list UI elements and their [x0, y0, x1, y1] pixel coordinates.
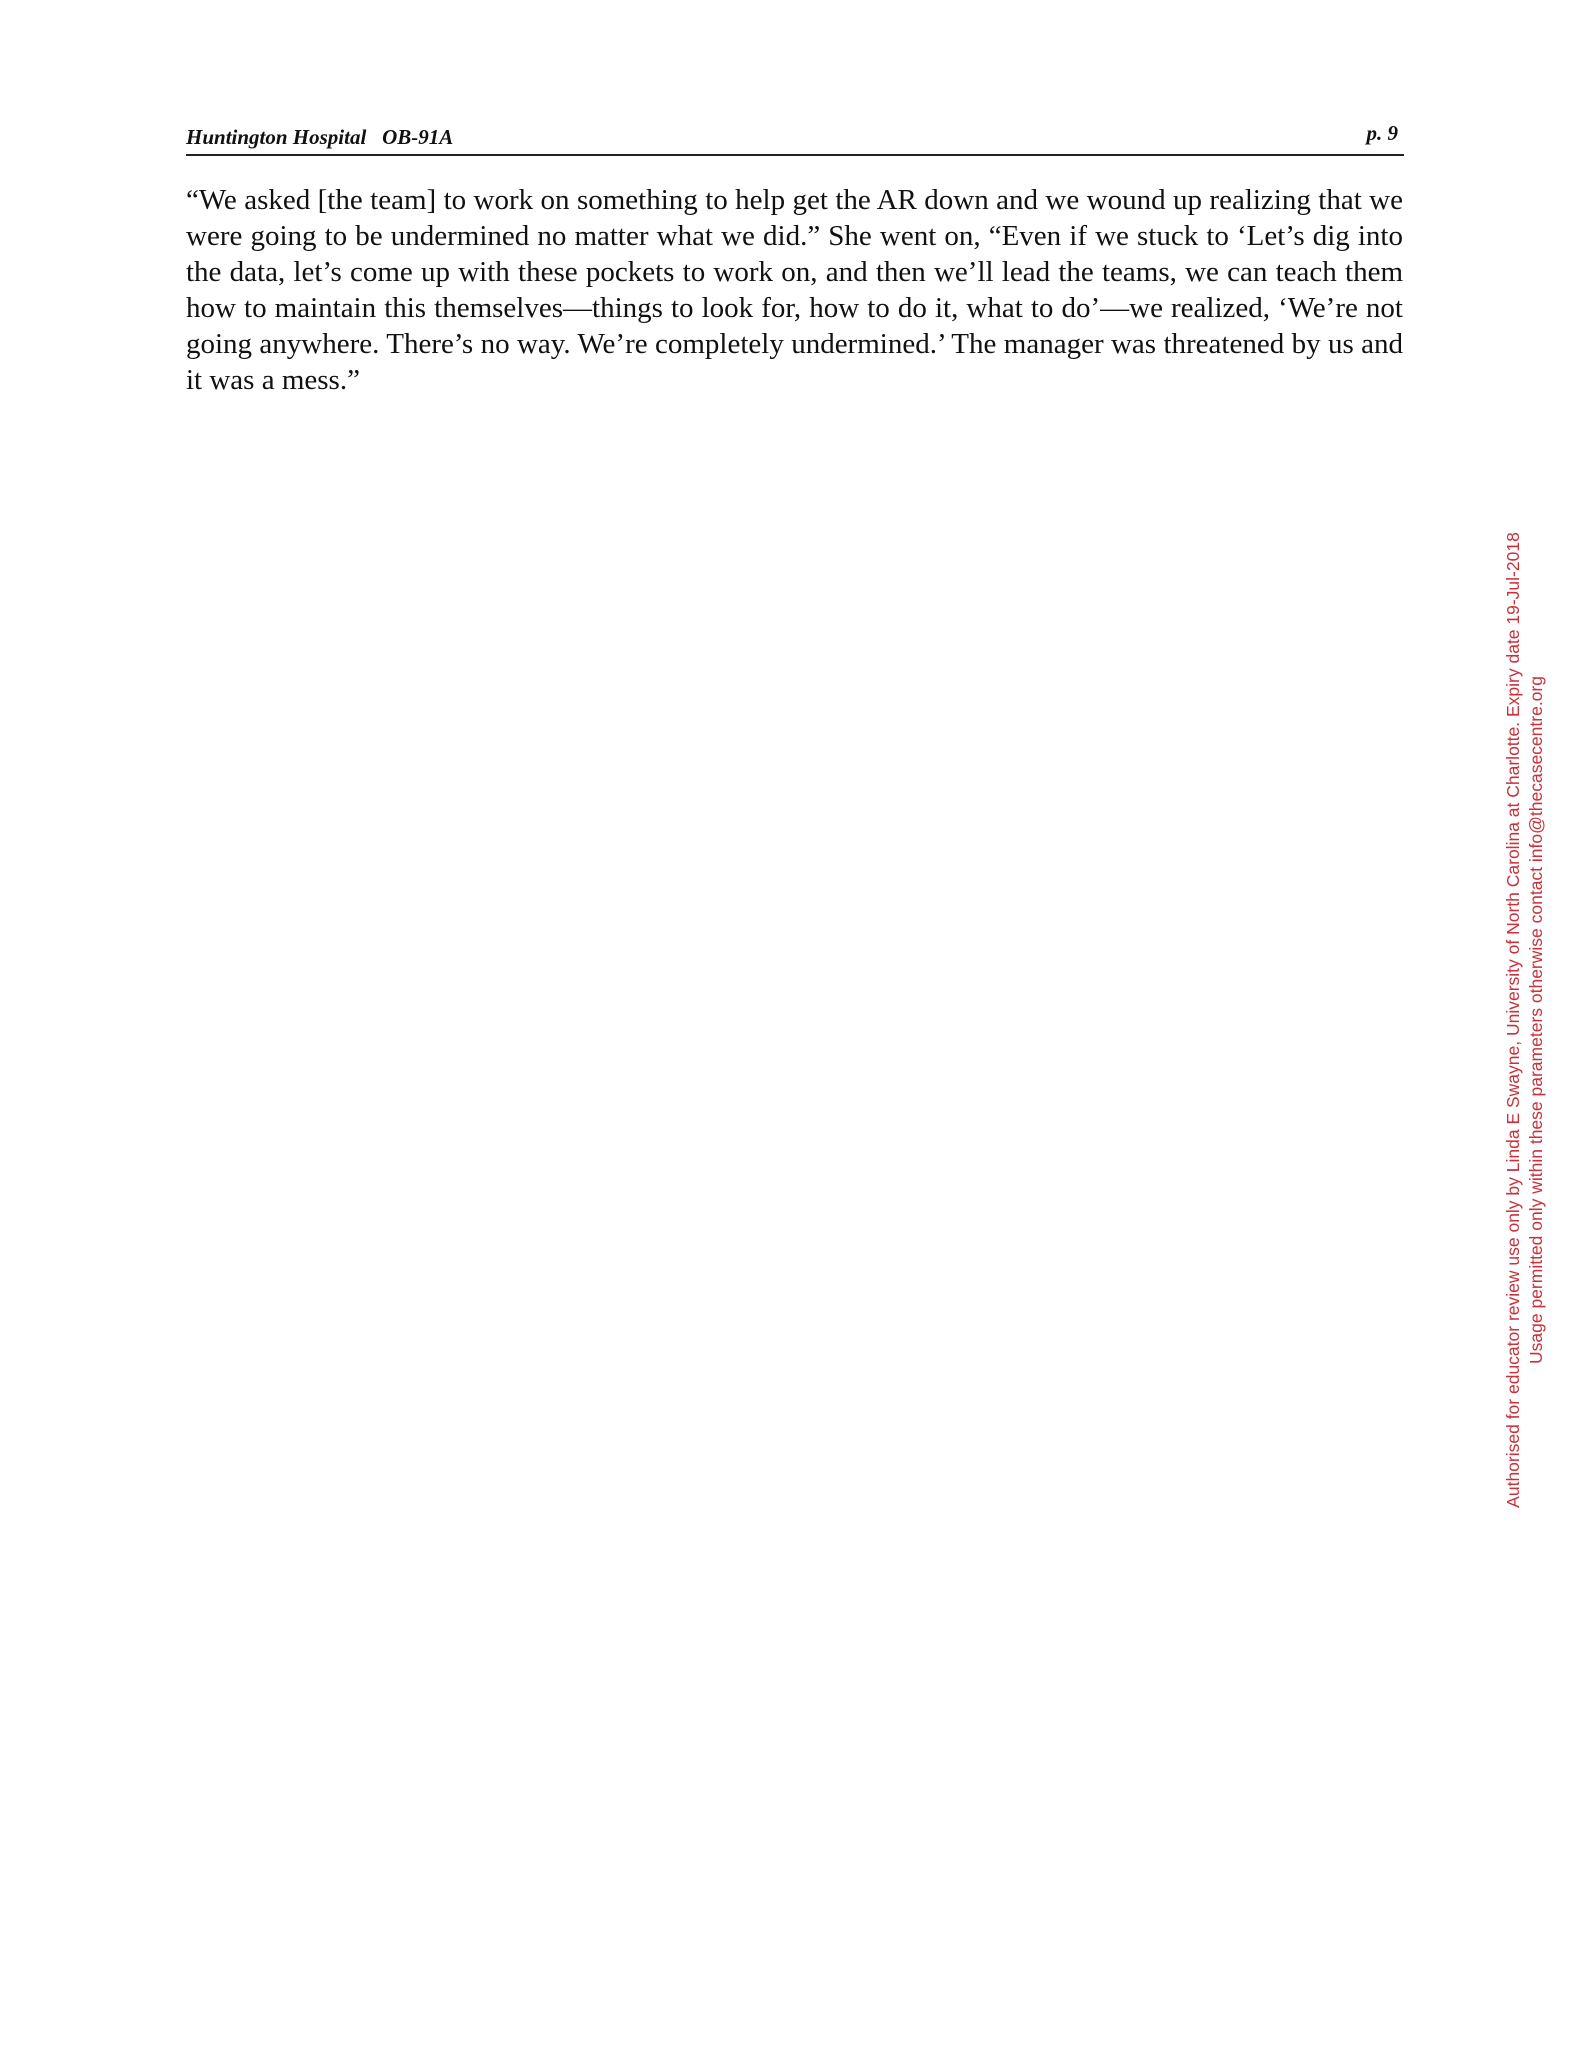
running-header — [186, 118, 1404, 156]
watermark-line-2: Usage permitted only within these parameters otherwise contact info@thecasecentre.org — [1526, 676, 1546, 1364]
body-paragraph: “We asked [the team] to work on something to help get the AR down and we wound up realizing that we were going to be undermined no matter what we did.” She went on, “Even if we stuck to ‘Let’s dig into the data, let’s come up with these pockets to work on, and then we’ll lead the teams, we can teach them how to maintain this themselves—things to look for, how to do it, what to do’—we realized, ‘We’re not going anywhere. There’s no way. We’re completely undermined.’ The manager was threatened by us and it was a mess.” — [186, 184, 1403, 396]
authorization-watermark — [1502, 510, 1548, 1530]
header-case-title: Huntington Hospital OB-91A — [186, 125, 454, 149]
watermark-line-1: Authorised for educator review use only by Linda E Swayne, University of North Carolina at Charlotte. Expiry date 19-Jul-2018 — [1503, 532, 1523, 1508]
header-page-number: p. 9 — [1366, 121, 1398, 145]
